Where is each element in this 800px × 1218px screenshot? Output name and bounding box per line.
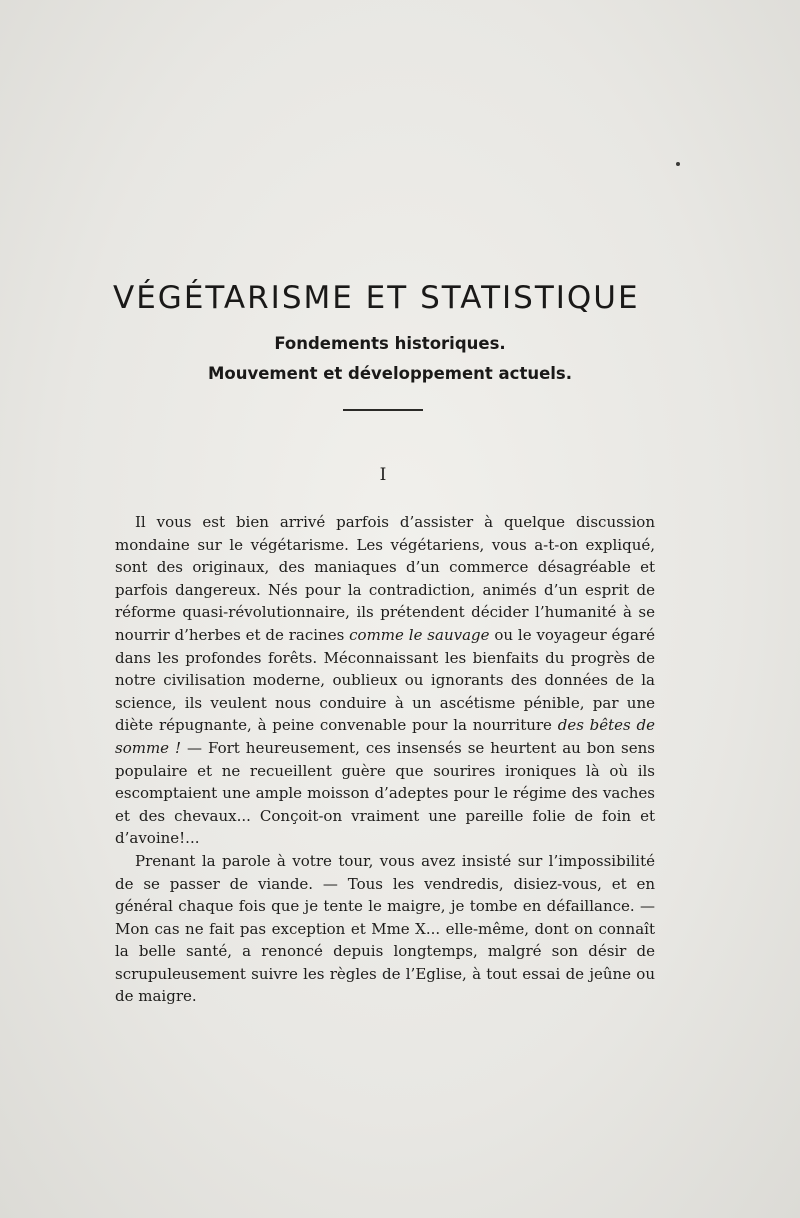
separator-rule xyxy=(343,409,423,411)
paragraph-1-text-a: Il vous est bien arrivé parfois d’assister à quelque discussion mondaine sur le végétarisme. Les végétariens, vous a-t-on expliqué, sont des originaux, des maniaques d’un commerce désagréable et parfois dangereux. Nés pour la contradiction, animés d’un esprit de réforme quasi-révolutionnaire, ils prétendent décider l’humanité à se nourrir d’herbes et de racines xyxy=(115,513,655,644)
paragraph-1-text-c: — Fort heureusement, ces insensés se heurtent au bon sens populaire et ne recueillent guère que sourires ironiques là où ils escomptaient une ample moisson d’adeptes pour le régime des vaches et des chevaux... Conçoit-on vraiment une pareille folie de foin et d’avoine!... xyxy=(115,738,655,848)
paragraph-2: Prenant la parole à votre tour, vous avez insisté sur l’impossibilité de se passer de viande. — Tous les vendredis, disiez-vous, et en général chaque fois que je tente le maigre, je tombe en défaillance. — Mon cas ne fait pas exception et Mme X... elle-même, dont on connaît la belle santé, a renoncé depuis longtemps, malgré son désir de scrupuleusement suivre les règles de l’Eglise, à tout essai de jeûne ou de maigre. xyxy=(115,851,655,1006)
subtitle-line-2: Mouvement et développement actuels. xyxy=(207,364,573,383)
body-text xyxy=(115,511,655,1008)
ink-speck xyxy=(676,162,680,166)
paragraph-1-italic-a: comme le sauvage xyxy=(349,625,490,644)
paragraph-1-italic-b: des bêtes de somme ! xyxy=(115,716,655,757)
chapter-title: VÉGÉTARISME ET STATISTIQUE xyxy=(113,280,640,316)
section-number: I xyxy=(379,465,387,485)
paragraph-1 xyxy=(115,511,655,850)
paragraph-1-text-b: ou le voyageur égaré dans les profondes forêts. Méconnaissant les bienfaits du progrès de notre civilisation moderne, oublieux ou ignorants des données de la science, ils veulent nous conduire à un ascétisme pénible, par une diète répugnante, à peine convenable pour la nourriture xyxy=(115,625,656,735)
subtitle-line-1: Fondements historiques. xyxy=(274,334,506,353)
